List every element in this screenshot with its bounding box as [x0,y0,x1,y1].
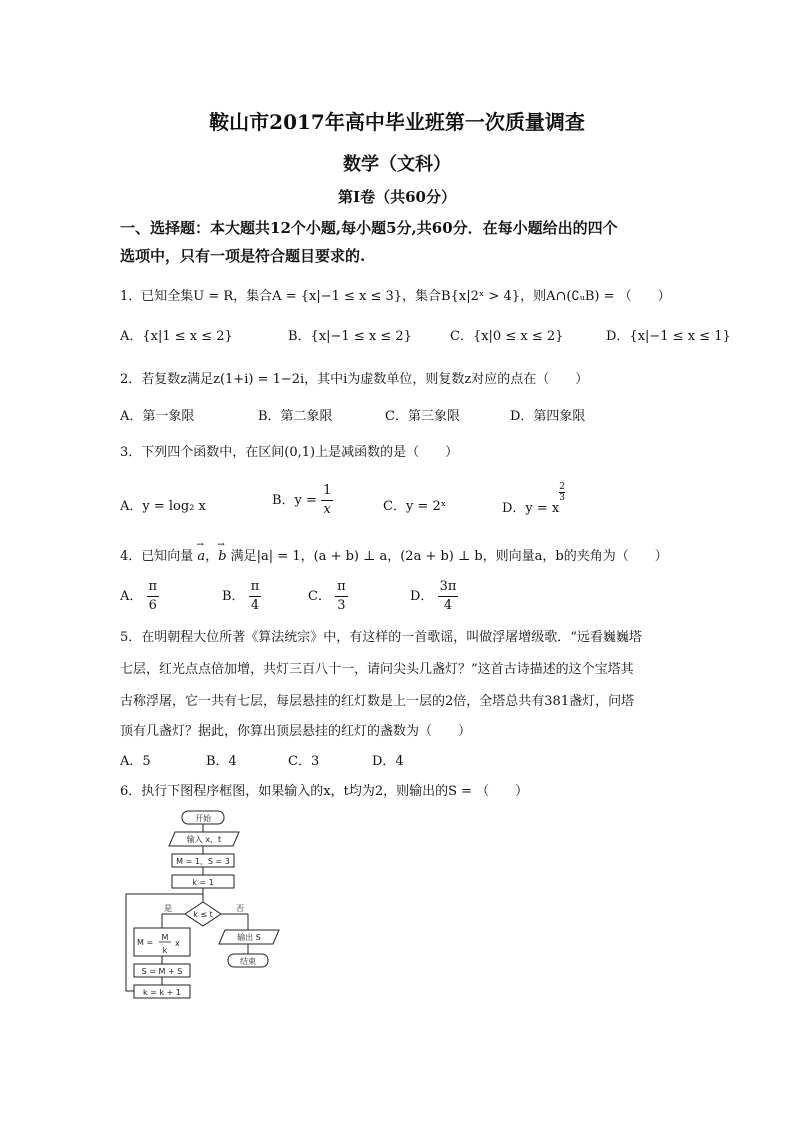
flow-yes-label: 是 [164,904,172,913]
q2-stem: 2．若复数z满足z(1+i) = 1−2i，其中i为虚数单位，则复数z对应的点在（ ） [120,372,589,387]
instructions-line-1: 一、选择题：本大题共12个小题,每小题5分,共60分．在每小题给出的四个 [120,219,618,237]
page-title: 鞍山市2017年高中毕业班第一次质量调查 [209,110,585,134]
q4-a-denominator: 6 [148,598,157,613]
flow-m-tail: x [175,939,180,948]
q2-option-b: B．第二象限 [258,409,333,424]
q3-b-numerator: 1 [321,482,333,501]
q3-d-exp-numerator: 2 [559,481,565,492]
q3-option-d [502,481,565,516]
q5-option-c: C．3 [288,754,320,769]
q3-option-d-prefix: D．y = x [502,501,560,516]
q5-line-2: 七层，红光点点倍加增，共灯三百八十一，请问尖头几盏灯？”这首古诗描述的这个宝塔其 [120,662,634,677]
q2-option-d: D．第四象限 [510,409,586,424]
flow-input-label: 输入 x，t [186,835,222,844]
q5-option-a: A．5 [120,754,151,769]
vector-a-symbol: → a [197,549,205,564]
q4-option-c [308,578,348,615]
q5-option-b: B．4 [206,754,237,769]
q4-option-a [120,578,159,615]
q1-stem: 1．已知全集U = R，集合A = {x|−1 ≤ x ≤ 3}，集合B{x|2ˣ > 4}，则A∩(∁ᵤB) = （ ） [120,289,671,304]
flow-init-label: M = 1，S = 3 [176,857,230,866]
q4-d-label: D． [410,589,434,604]
flow-s-update-label: S = M + S [141,967,183,976]
q3-option-b [272,482,333,519]
q1-option-b: B．{x|−1 ≤ x ≤ 2} [288,329,412,344]
q4-c-label: C． [308,589,331,604]
q4-option-b [222,578,261,615]
q5-line-1: 5．在明朝程大位所著《算法统宗》中，有这样的一首歌谣，叫做浮屠增级歌．“远看巍巍塔 [120,630,642,645]
flow-condition-label: k ≤ t [193,910,213,919]
vector-b-symbol: → b [218,549,226,564]
q3-option-c: C．y = 2ˣ [383,499,447,514]
flow-output-label: 输出 S [237,933,261,942]
q2-option-a: A．第一象限 [120,409,195,424]
flow-k-init-label: k = 1 [192,878,214,887]
q2-option-c: C．第三象限 [385,409,460,424]
q3-option-a: A．y = log₂ x [120,499,206,514]
q4-c-denominator: 3 [337,598,346,613]
q1-option-a: A．{x|1 ≤ x ≤ 2} [120,329,233,344]
q1-option-d: D．{x|−1 ≤ x ≤ 1} [606,329,731,344]
q4-d-numerator: 3π [438,578,459,597]
q4-stem: 4．已知向量 → a，→ b 满足|a| = 1，(a + b) ⊥ a，(2a + b) ⊥ b，则向量a，b的夹角为（ ） [120,545,668,564]
q3-stem: 3．下列四个函数中，在区间(0,1)上是减函数的是（ ） [120,445,459,460]
q1-option-c: C．{x|0 ≤ x ≤ 2} [450,329,564,344]
page-subtitle: 数学（文科） [343,154,451,175]
q4-b-numerator: π [249,578,262,597]
q4-a-label: A． [120,589,143,604]
q5-option-d: D．4 [372,754,404,769]
q4-stem-rest: 满足|a| = 1，(a + b) ⊥ a，(2a + b) ⊥ b，则向量a，b的夹角为（ ） [230,549,668,564]
flow-no-label: 否 [236,904,244,913]
q4-b-denominator: 4 [250,598,260,613]
q6-stem: 6．执行下图程序框图，如果输入的x，t均为2，则输出的S = （ ） [120,784,529,799]
q3-option-b-fraction [321,482,333,519]
section-heading: 第I卷（共60分） [338,188,456,206]
q4-stem-prefix: 4．已知向量 [120,549,194,564]
flow-start-label: 开始 [195,814,211,823]
q4-c-numerator: π [335,578,348,597]
q3-b-denominator: x [323,502,331,517]
q3-d-exp-denominator: 3 [559,492,565,503]
flow-m-numerator: M [161,933,169,942]
flow-end-label: 结束 [240,957,256,966]
q4-d-denominator: 4 [443,598,453,613]
q3-option-b-prefix: B．y = [272,493,317,508]
program-flowchart [120,808,290,1008]
q5-line-3: 古称浮屠，它一共有七层，每层悬挂的红灯数是上一层的2倍，全塔总共有381盏灯，问塔 [120,694,635,709]
flow-k-update-label: k = k + 1 [143,988,181,997]
q4-b-label: B． [222,589,245,604]
instructions-line-2: 选项中，只有一项是符合题目要求的. [120,247,366,265]
flow-m-lhs: M = [137,938,154,947]
q5-line-4: 顶有几盏灯？据此，你算出顶层悬挂的红灯的盏数为（ ） [120,724,472,739]
q4-a-numerator: π [147,578,160,597]
flow-m-denominator: k [162,946,168,955]
q4-option-d [410,578,458,615]
